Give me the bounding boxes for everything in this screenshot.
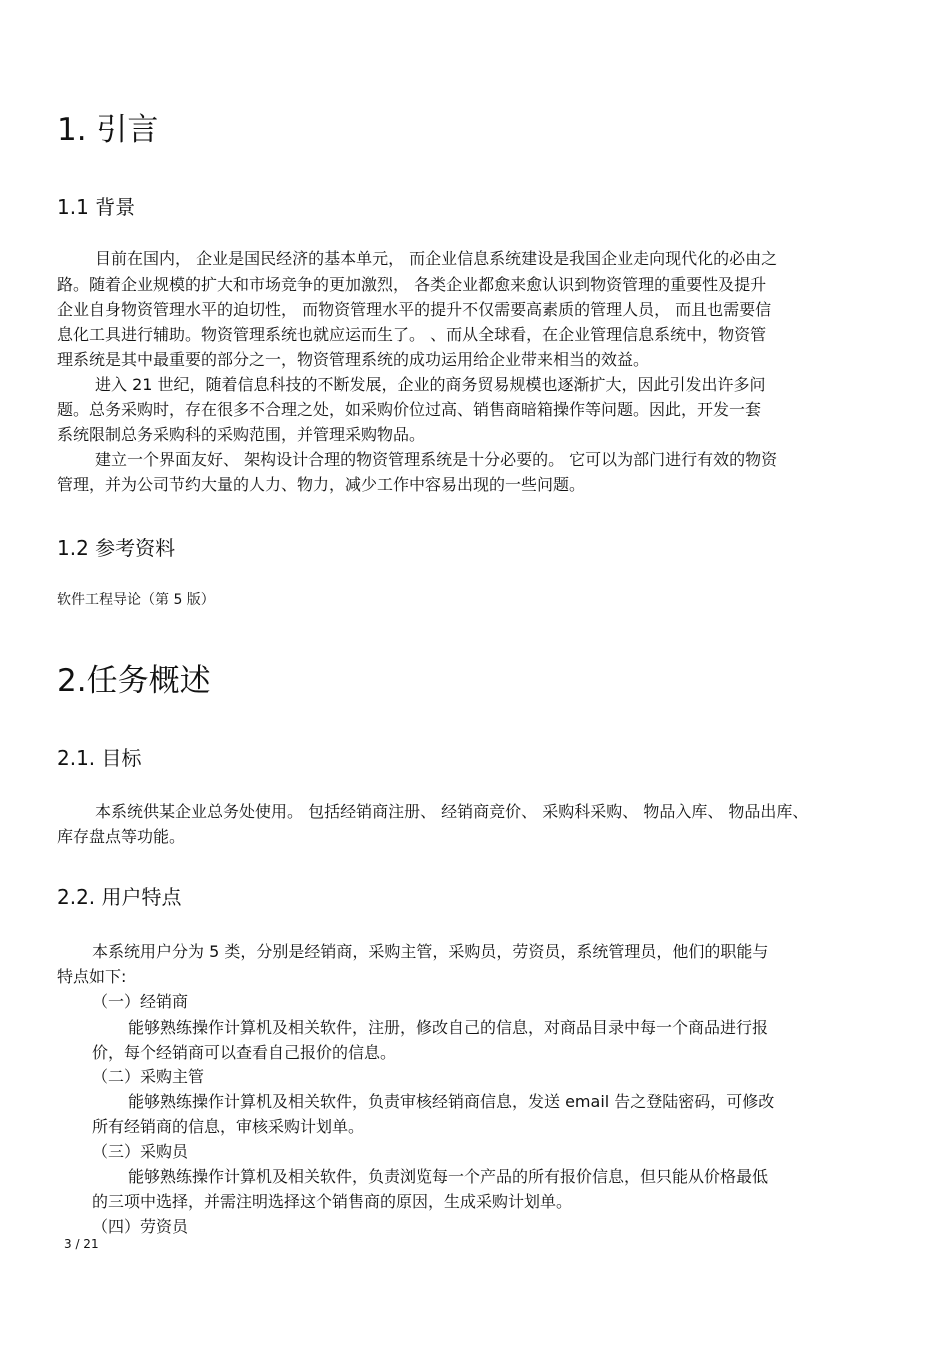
paragraph-line: 特点如下:	[57, 967, 127, 986]
paragraph-line: 理系统是其中最重要的部分之一，物资管理系统的成功运用给企业带来相当的效益。	[57, 350, 650, 369]
paragraph-line: 本系统用户分为 5 类，分别是经销商，采购主管，采购员，劳资员，系统管理员，他们的职能与	[92, 942, 769, 961]
paragraph-line: 目前在国内， 企业是国民经济的基本单元， 而企业信息系统建设是我国企业走向现代化的必由之	[95, 249, 778, 268]
section-1-2-heading: 1.2 参考资料	[57, 536, 176, 560]
paragraph-line: 本系统供某企业总务处使用。 包括经销商注册、 经销商竞价、 采购科采购、 物品入库、 物品出库、	[95, 802, 809, 821]
page-number: 3 / 21	[64, 1237, 99, 1251]
paragraph-line: 系统限制总务采购科的采购范围，并管理采购物品。	[57, 425, 426, 444]
section-2-heading: 2.任务概述	[57, 663, 211, 699]
section-2-1-heading: 2.1. 目标	[57, 746, 142, 770]
user-type-heading: （四）劳资员	[92, 1217, 189, 1236]
paragraph-line: 能够熟练操作计算机及相关软件，负责审核经销商信息，发送 email 告之登陆密码，可修改	[128, 1092, 775, 1111]
section-1-heading: 1. 引言	[57, 112, 159, 148]
paragraph-line: 能够熟练操作计算机及相关软件，注册，修改自己的信息，对商品目录中每一个商品进行报	[128, 1018, 769, 1037]
paragraph-line: 进入 21 世纪，随着信息科技的不断发展，企业的商务贸易规模也逐渐扩大，因此引发出许多问	[95, 375, 766, 394]
paragraph-line: 息化工具进行辅助。物资管理系统也就应运而生了。 、而从全球看，在企业管理信息系统中，物资管	[57, 325, 767, 344]
paragraph-line: 库存盘点等功能。	[57, 827, 186, 846]
paragraph-line: 企业自身物资管理水平的迫切性， 而物资管理水平的提升不仅需要高素质的管理人员， 而且也需要信	[57, 300, 772, 319]
paragraph-line: 管理，并为公司节约大量的人力、物力，减少工作中容易出现的一些问题。	[57, 475, 586, 494]
paragraph-line: 路。随着企业规模的扩大和市场竞争的更加激烈， 各类企业都愈来愈认识到物资管理的重要性及提升	[57, 275, 767, 294]
section-1-1-heading: 1.1 背景	[57, 195, 136, 219]
paragraph-line: 的三项中选择，并需注明选择这个销售商的原因，生成采购计划单。	[92, 1192, 573, 1211]
paragraph-line: 能够熟练操作计算机及相关软件，负责浏览每一个产品的所有报价信息，但只能从价格最低	[128, 1167, 769, 1186]
user-type-heading: （二）采购主管	[92, 1067, 205, 1086]
user-type-heading: （一）经销商	[92, 992, 189, 1011]
paragraph-line: 题。总务采购时，存在很多不合理之处，如采购价位过高、销售商暗箱操作等问题。因此，开发一套	[57, 400, 762, 419]
section-2-2-heading: 2.2. 用户特点	[57, 885, 182, 909]
paragraph-line: 建立一个界面友好、 架构设计合理的物资管理系统是十分必要的。 它可以为部门进行有效的物资	[95, 450, 778, 469]
paragraph-line: 所有经销商的信息，审核采购计划单。	[92, 1117, 365, 1136]
paragraph-line: 价，每个经销商可以查看自己报价的信息。	[92, 1043, 397, 1062]
user-type-heading: （三）采购员	[92, 1142, 189, 1161]
reference-item: 软件工程导论（第 5 版）	[57, 592, 215, 608]
